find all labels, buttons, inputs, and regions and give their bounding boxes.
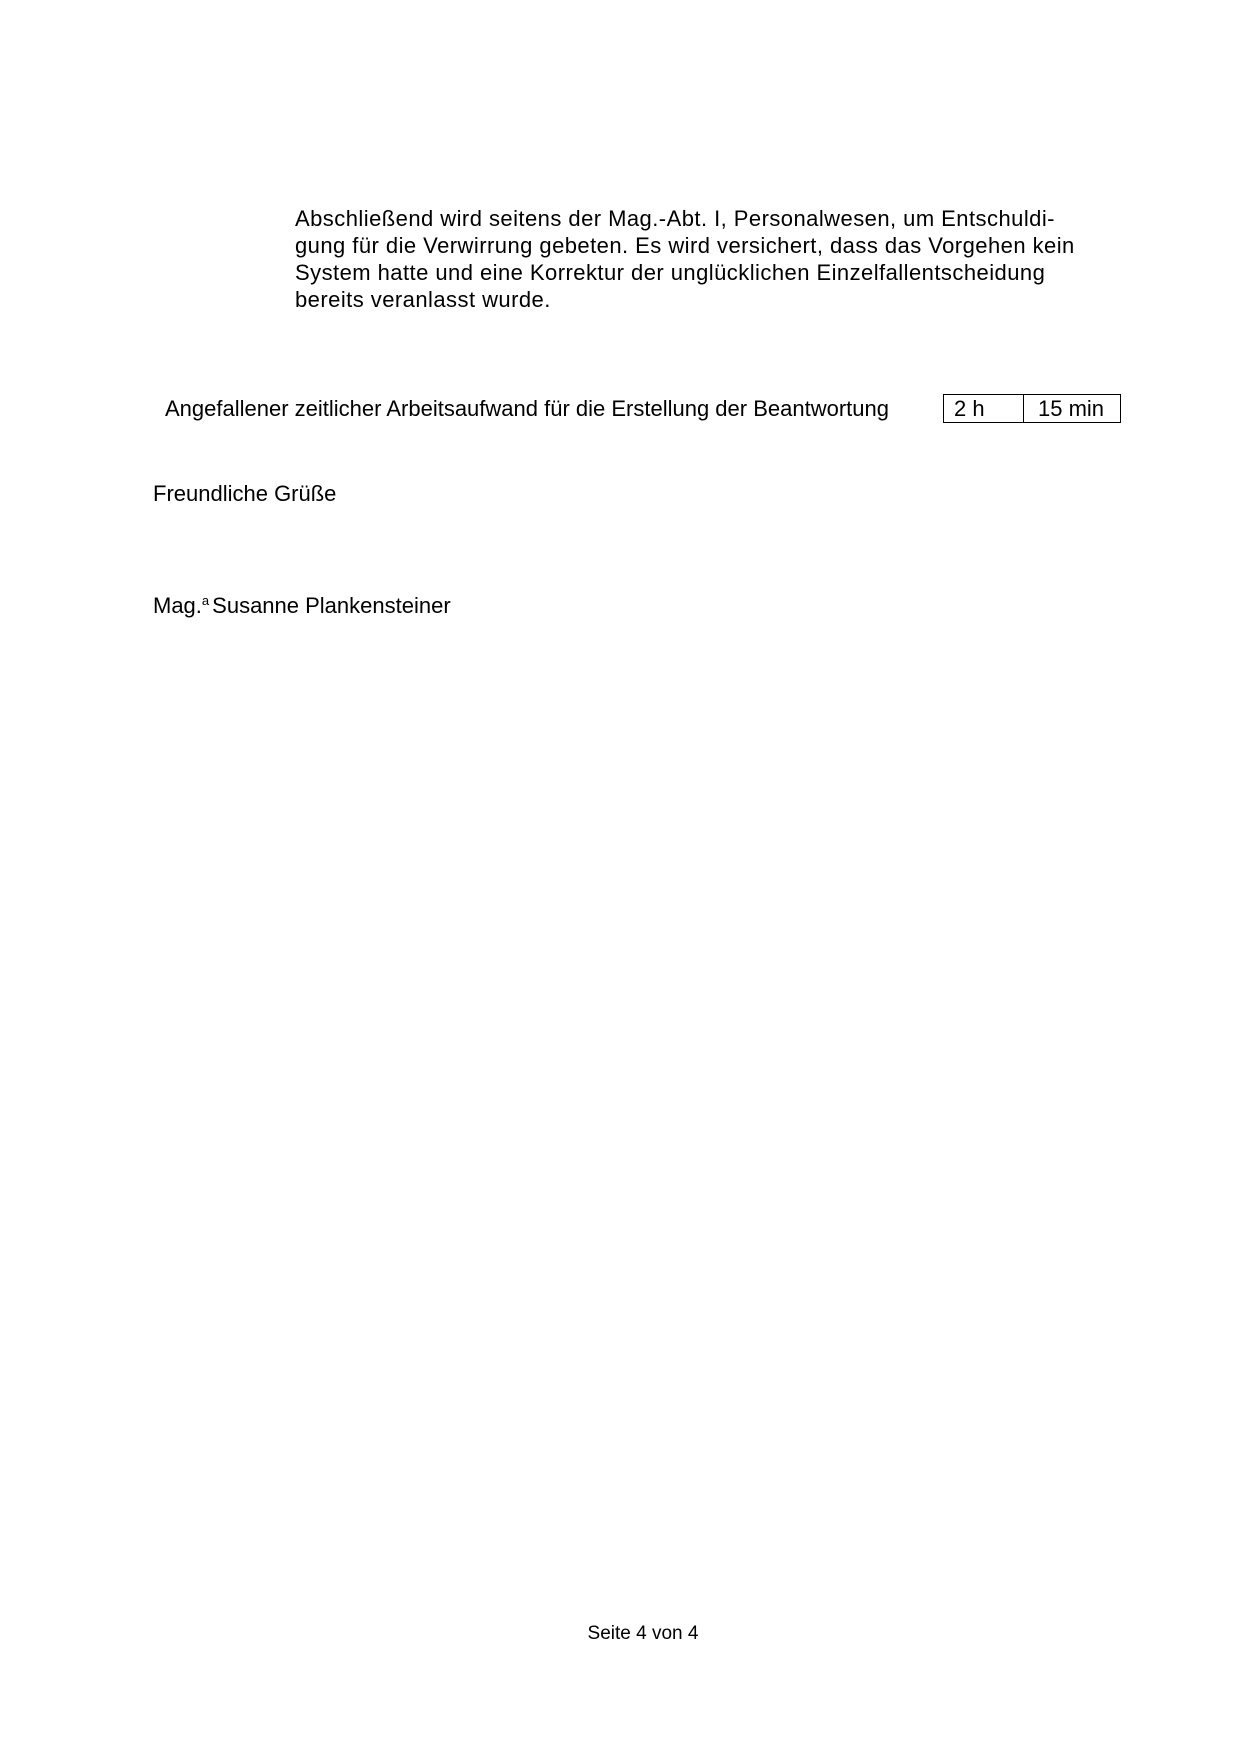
closing-greeting: Freundliche Grüße [153, 481, 337, 506]
paragraph-line: gung für die Verwirrung gebeten. Es wird versichert, dass das Vorgehen kein [295, 233, 1075, 258]
signature-title-superscript: a [201, 593, 210, 608]
work-effort-minutes: 15 min [1038, 396, 1105, 421]
paragraph-line: Abschließend wird seitens der Mag.-Abt. I, Personalwesen, um Entschuldi- [295, 206, 1055, 231]
paragraph-line: bereits veranlasst wurde. [295, 287, 551, 312]
signature-full-name: Susanne Plankensteiner [212, 593, 451, 618]
page-number-footer: Seite 4 von 4 [587, 1623, 699, 1644]
paragraph-line: System hatte und eine Korrektur der unglücklichen Einzelfallentscheidung [295, 260, 1046, 285]
signature-title-prefix: Mag. [153, 593, 202, 618]
work-effort-label: Angefallener zeitlicher Arbeitsaufwand für die Erstellung der Beantwortung [165, 396, 889, 421]
work-effort-row [165, 394, 1121, 423]
work-effort-hours: 2 h [944, 395, 1024, 422]
closing-paragraph [295, 205, 1135, 313]
work-effort-box [943, 394, 1121, 423]
signature-name [153, 592, 451, 620]
